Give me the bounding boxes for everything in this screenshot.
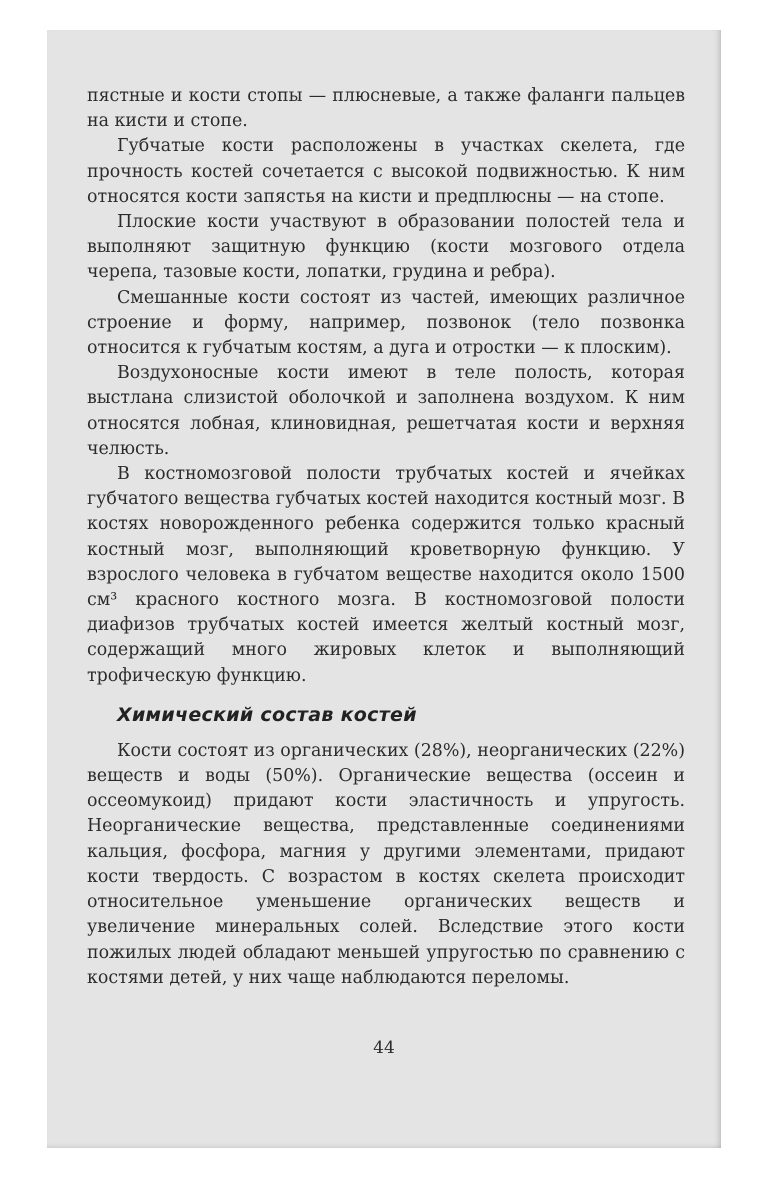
section-heading: Химический состав костей [117,703,417,726]
page-number: 44 [373,1038,395,1058]
paragraph-2: Губчатые кости расположены в участках скелета, где прочность костей сочетается с высокой подвижностью. К ним относятся кости запястья на кисти и предплюсны — на стопе. [87,136,685,207]
paragraph-1: пястные и кости стопы — плюсневые, а также фаланги пальцев на кисти и стопе. [87,86,685,132]
paragraph-4: Смешанные кости состоят из частей, имеющих различное строение и форму, например, позвонок (тело позвонка относится к губчатым костям, а дуга и отростки — к плоским). [87,287,685,359]
book-page [47,30,721,1148]
paragraph-7: Кости состоят из органических (28%), неорганических (22%) веществ и воды (50%). Органические вещества (оссеин и оссеомукоид) придают кости эластичность и упругость. Неорганические вещества, представленные соединениями кальция, фосфора, магния у другими элементами, придают кости твердость. С возрастом в костях скелета происходит относительное уменьшение органических веществ и увеличение минеральных солей. Вследствие этого кости пожилых людей обладают меньшей упругостью по сравнению с костями детей, у них чаще наблюдаются переломы. [87,740,685,988]
paragraph-5: Воздухоносные кости имеют в теле полость, которая выстлана слизистой оболочкой и заполнена воздухом. К ним относятся лобная, клиновидная, решетчатая кости и верхняя челюсть. [87,363,685,459]
paragraph-6: В костномозговой полости трубчатых костей и ячейках губчатого вещества губчатых костей находится костный мозг. В костях новорожденного ребенка содержится только красный костный мозг, выполняющий кроветворную функцию. У взрослого человека в губчатом веществе находится около 1500 см³ красного костного мозга. В костномозговой полости диафизов трубчатых костей имеется желтый костный мозг, содержащий много жировых клеток и выполняющий трофическую функцию. [87,464,685,686]
paragraph-3: Плоские кости участвуют в образовании полостей тела и выполняют защитную функцию (кости мозгового отдела черепа, тазовые кости, лопатки, грудина и ребра). [87,212,685,283]
page-body [87,84,685,991]
